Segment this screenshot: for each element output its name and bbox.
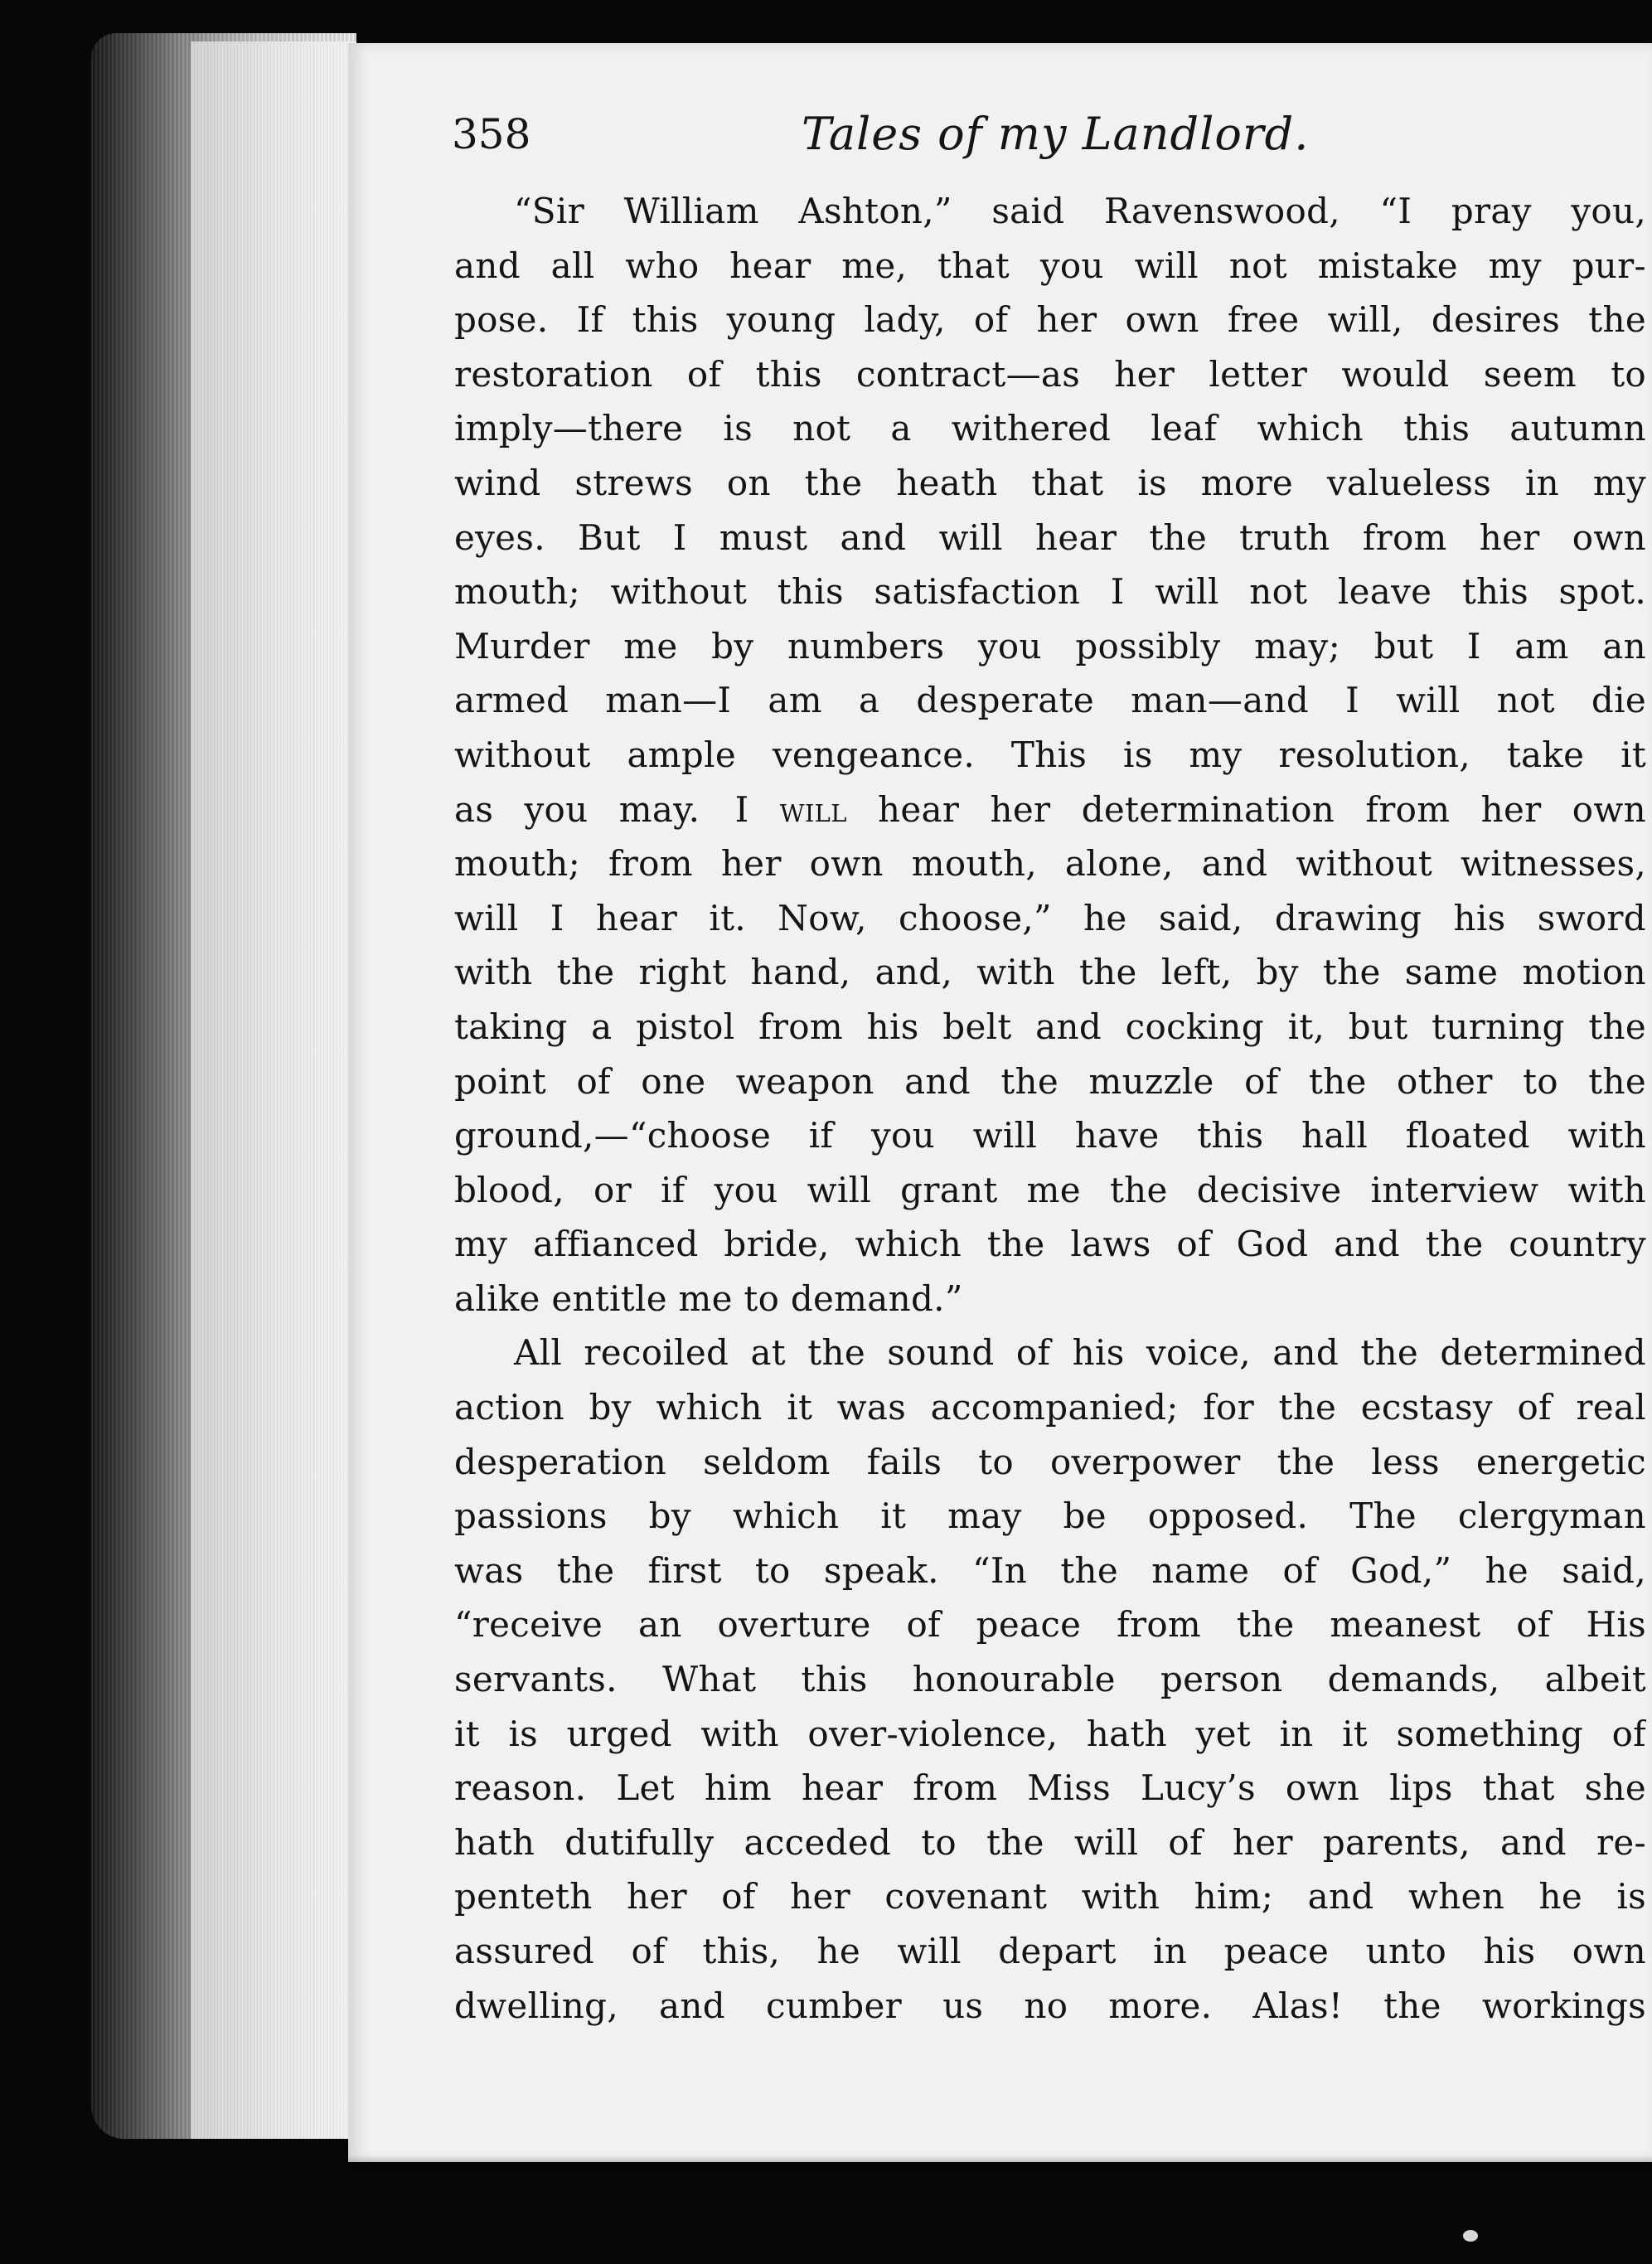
page-stack-edges bbox=[191, 41, 356, 2139]
text-line: imply—there is not a withered leaf which this autumn bbox=[454, 408, 1646, 449]
text-line: hath dutifully acceded to the will of her parents, and re- bbox=[454, 1821, 1646, 1863]
text-line: action by which it was accompanied; for the ecstasy of real bbox=[454, 1387, 1646, 1428]
text-line: wind strews on the heath that is more valueless in my bbox=[454, 462, 1646, 503]
running-title: Tales of my Landlord. bbox=[802, 108, 1310, 160]
text-line: pose. If this young lady, of her own free will, desires the bbox=[454, 299, 1646, 341]
running-head bbox=[452, 101, 1629, 167]
text-segment: as you may. bbox=[454, 788, 700, 830]
text-line: “receive an overture of peace from the meanest of His bbox=[454, 1604, 1646, 1646]
text-line: mouth; without this satisfaction I will not leave this spot. bbox=[454, 571, 1646, 613]
text-line: and all who hear me, that you will not mistake my pur- bbox=[454, 245, 1646, 286]
text-line: point of one weapon and the muzzle of the other to the bbox=[454, 1060, 1646, 1102]
text-line: taking a pistol from his belt and cocking it, but turning the bbox=[454, 1006, 1646, 1047]
scan-speck bbox=[1463, 2230, 1478, 2242]
page-number: 358 bbox=[452, 110, 531, 158]
text-line: reason. Let him hear from Miss Lucy’s own lips that she bbox=[454, 1767, 1646, 1809]
text-line: dwelling, and cumber us no more. Alas! the workings bbox=[454, 1985, 1646, 2026]
text-line: “Sir William Ashton,” said Ravenswood, “I pray you, bbox=[514, 191, 1646, 231]
text-line: servants. What this honourable person demands, albeit bbox=[454, 1659, 1646, 1700]
text-line: was the first to speak. “In the name of God,” he said, bbox=[454, 1549, 1646, 1591]
text-line: restoration of this contract—as her letter would seem to bbox=[454, 353, 1646, 395]
text-line: penteth her of her covenant with him; and when he is bbox=[454, 1876, 1646, 1917]
text-segment: I bbox=[734, 788, 780, 830]
text-line: with the right hand, and, with the left, by the same motion bbox=[454, 952, 1646, 993]
text-line: All recoiled at the sound of his voice, and the determined bbox=[514, 1332, 1646, 1374]
text-line: it is urged with over-violence, hath yet in it something of bbox=[454, 1713, 1646, 1754]
small-caps-word: will bbox=[779, 788, 847, 830]
text-line: my affianced bride, which the laws of God and the country bbox=[454, 1224, 1646, 1265]
text-line: will I hear it. Now, choose,” he said, drawing his sword bbox=[454, 897, 1646, 938]
text-line: alike entitle me to demand.” bbox=[454, 1277, 963, 1319]
text-line: without ample vengeance. This is my resolution, take it bbox=[454, 734, 1646, 775]
page-bottom-shadow bbox=[348, 2155, 1652, 2172]
text-segment: hear her determination from her own bbox=[846, 788, 1646, 830]
text-line: desperation seldom fails to overpower the less energetic bbox=[454, 1441, 1646, 1482]
text-line: blood, or if you will grant me the decisive interview with bbox=[454, 1169, 1646, 1210]
text-line: Murder me by numbers you possibly may; but I am an bbox=[454, 625, 1646, 667]
text-line: assured of this, he will depart in peace unto his own bbox=[454, 1931, 1646, 1971]
text-line: passions by which it may be opposed. The clergyman bbox=[454, 1496, 1646, 1537]
text-line: armed man—I am a desperate man—and I will not die bbox=[454, 680, 1646, 721]
text-line-with-small-caps bbox=[454, 783, 1646, 837]
paragraph-2 bbox=[454, 1326, 1646, 2033]
paragraph-1 bbox=[454, 184, 1646, 1326]
text-line: eyes. But I must and will hear the truth from her own bbox=[454, 516, 1646, 558]
text-line: mouth; from her own mouth, alone, and without witnesses, bbox=[454, 843, 1646, 885]
text-line: ground,—“choose if you will have this hall floated with bbox=[454, 1115, 1646, 1156]
body-text bbox=[454, 184, 1646, 2033]
